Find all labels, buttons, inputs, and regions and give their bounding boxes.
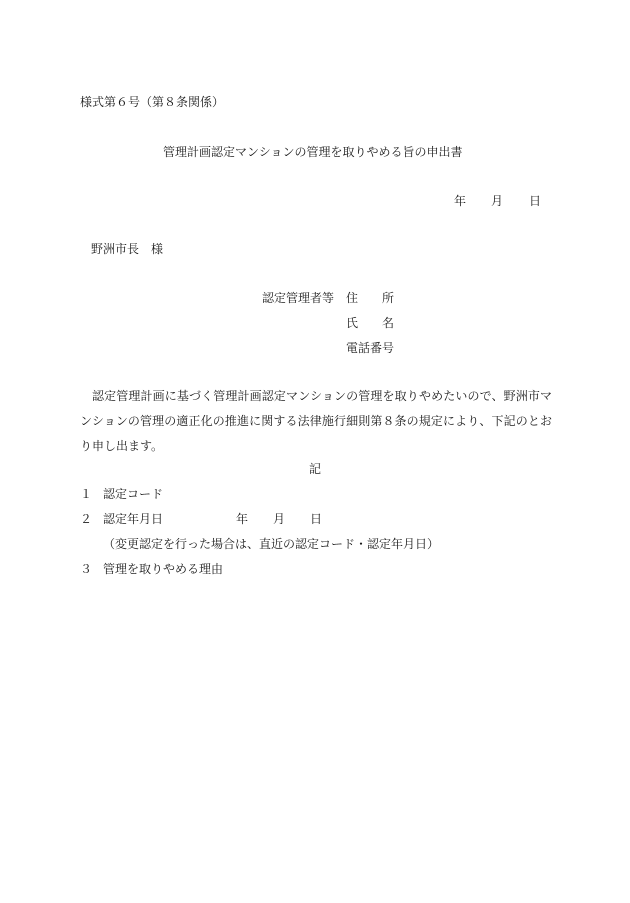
item-3-label: 管理を取りやめる理由 [103, 562, 224, 576]
item-2-note: （変更認定を行った場合は、直近の認定コード・認定年月日） [103, 537, 440, 551]
item-2-day-label: 日 [310, 512, 323, 526]
applicant-role: 認定管理者等 [262, 291, 335, 305]
item-3-number: ３ [80, 562, 93, 576]
phone-label: 電話番号 [346, 341, 395, 355]
addressee: 野洲市長 様 [91, 242, 164, 256]
item-2-label: 認定年月日 [103, 512, 164, 526]
body-paragraph: 認定管理計画に基づく管理計画認定マンションの管理を取りやめたいので、野洲市マンションの管理の適正化の推進に関する法律施行細則第８条の規定により、下記のとおり申し出ます。 [80, 389, 552, 453]
item-2-year-label: 年 [236, 512, 249, 526]
date-day-label: 日 [529, 194, 542, 208]
date-year-label: 年 [454, 194, 467, 208]
submission-date [0, 194, 630, 208]
form-number: 様式第６号（第８条関係） [80, 95, 225, 109]
date-month-label: 月 [491, 194, 504, 208]
name-label: 氏 名 [346, 316, 395, 330]
address-label: 住 所 [346, 291, 395, 305]
item-2-month-label: 月 [273, 512, 286, 526]
item-1-number: １ [80, 487, 93, 501]
item-1-label: 認定コード [103, 487, 164, 501]
document-title: 管理計画認定マンションの管理を取りやめる旨の申出書 [163, 145, 463, 159]
item-2-number: ２ [80, 512, 93, 526]
ki-heading: 記 [309, 462, 322, 476]
